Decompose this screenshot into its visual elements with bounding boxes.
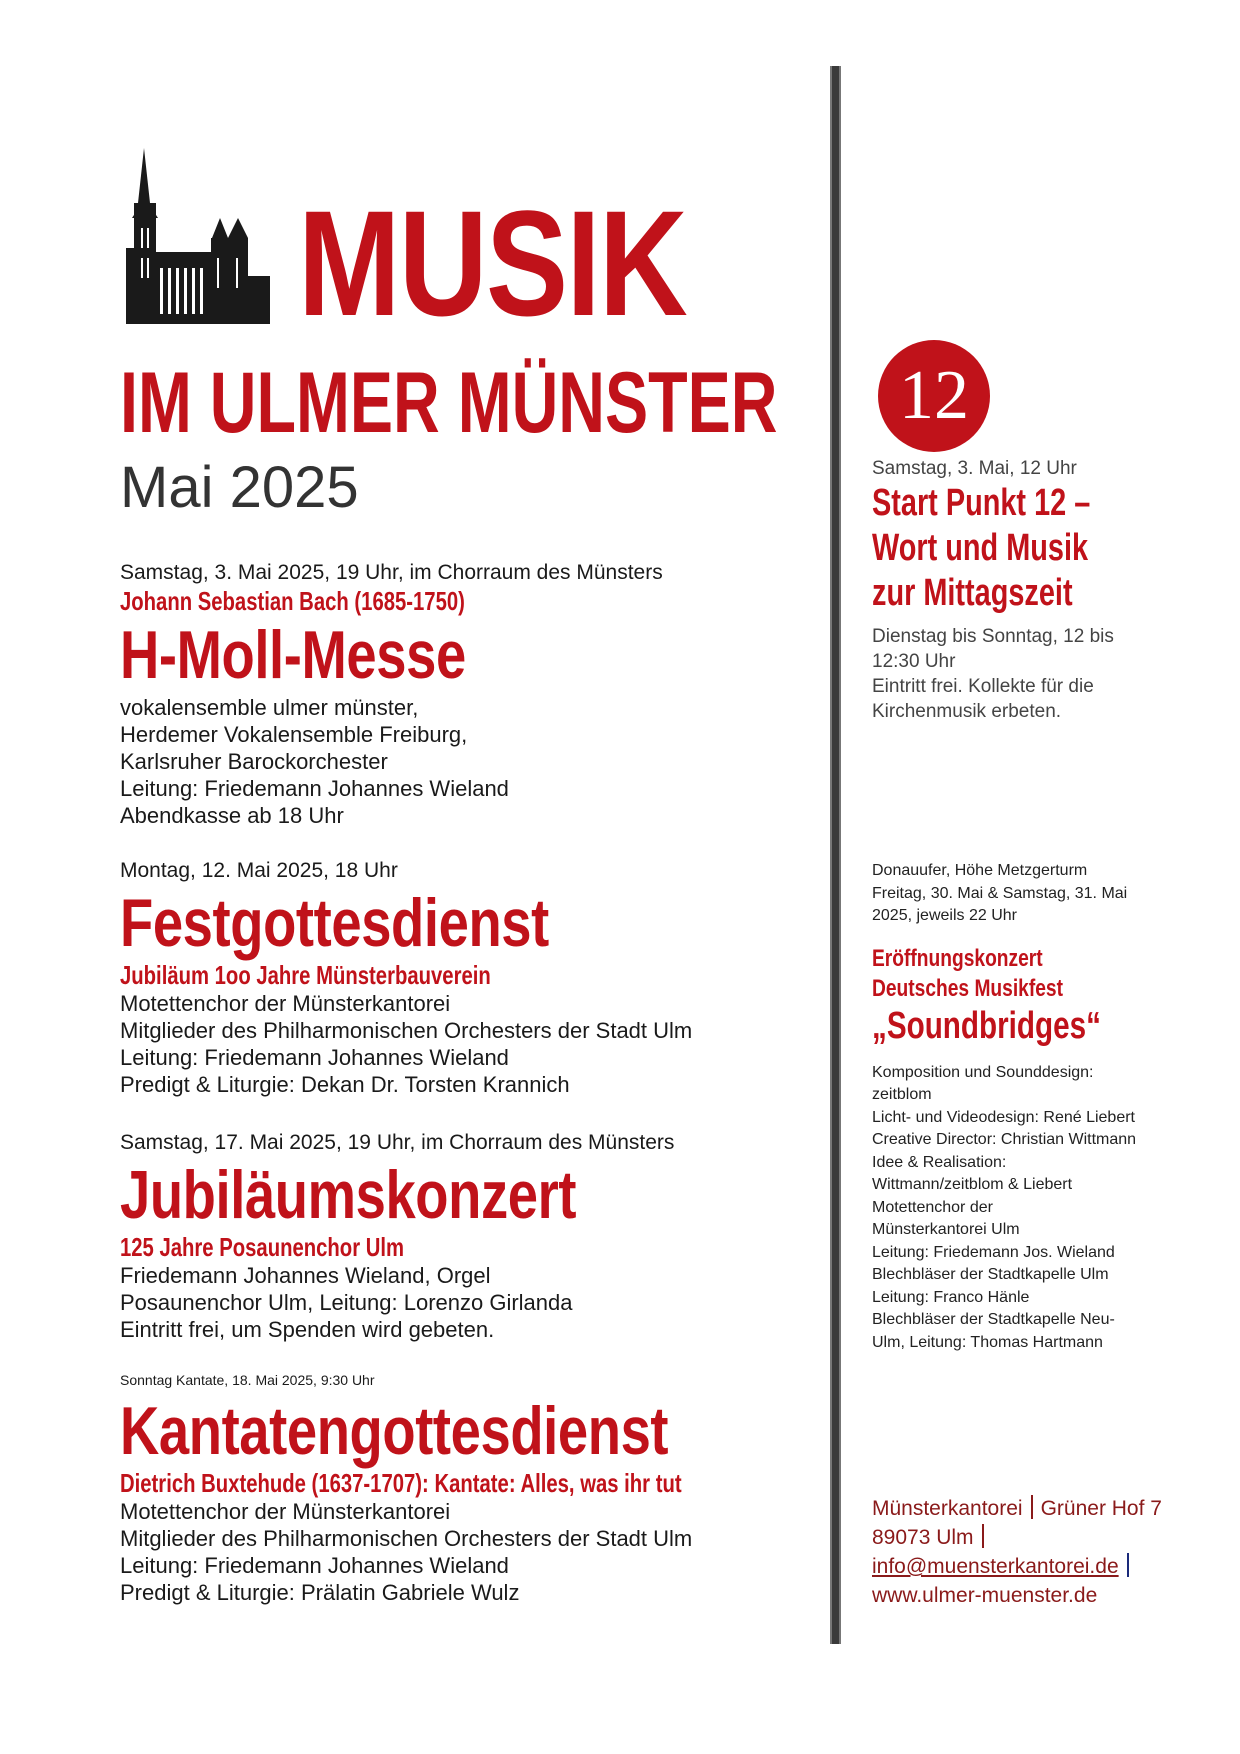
column-divider bbox=[830, 66, 841, 1644]
event-subtitle: 125 Jahre Posaunenchor Ulm bbox=[120, 1232, 405, 1262]
event-line: Predigt & Liturgie: Prälatin Gabriele Wulz bbox=[120, 1580, 520, 1605]
soundbridges-block bbox=[872, 860, 1162, 1354]
startpunkt-line: Kirchenmusik erbeten. bbox=[872, 701, 1062, 722]
soundbridges-line: Blechbläser der Stadtkapelle Ulm bbox=[872, 1266, 1109, 1283]
page-subtitle: IM ULMER MÜNSTER bbox=[120, 355, 778, 451]
event-card bbox=[120, 1370, 810, 1606]
event-line: Motettenchor der Münsterkantorei bbox=[120, 1499, 451, 1524]
event-composer: Johann Sebastian Bach (1685-1750) bbox=[120, 586, 465, 616]
event-date: Sonntag Kantate, 18. Mai 2025, 9:30 Uhr bbox=[120, 1372, 375, 1388]
soundbridges-line: Blechbläser der Stadtkapelle Neu- bbox=[872, 1311, 1115, 1328]
event-card bbox=[120, 858, 810, 1098]
event-line: Leitung: Friedemann Johannes Wieland bbox=[120, 1553, 509, 1578]
soundbridges-title: „Soundbridges“ bbox=[872, 1004, 1101, 1047]
soundbridges-place: Donauufer, Höhe Metzgerturm bbox=[872, 862, 1088, 879]
startpunkt-title: Start Punkt 12 – bbox=[872, 482, 1091, 524]
startpunkt-title: zur Mittagszeit bbox=[872, 572, 1073, 614]
event-card bbox=[120, 1130, 810, 1343]
soundbridges-place: Freitag, 30. Mai & Samstag, 31. Mai bbox=[872, 884, 1128, 902]
soundbridges-place: 2025, jeweils 22 Uhr bbox=[872, 907, 1017, 924]
soundbridges-line: Leitung: Franco Hänle bbox=[872, 1288, 1030, 1306]
event-title: Kantatengottesdienst bbox=[120, 1393, 669, 1469]
event-line: Friedemann Johannes Wieland, Orgel bbox=[120, 1263, 491, 1288]
event-line: Karlsruher Barockorchester bbox=[120, 749, 388, 774]
footer-city: 89073 Ulm bbox=[872, 1526, 974, 1549]
soundbridges-line: Creative Director: Christian Wittmann bbox=[872, 1131, 1137, 1148]
event-title: H-Moll-Messe bbox=[120, 617, 466, 693]
soundbridges-line: Motettenchor der bbox=[872, 1198, 993, 1216]
soundbridges-line: Münsterkantorei Ulm bbox=[872, 1221, 1020, 1238]
footer-email-link[interactable]: info@muensterkantorei.de bbox=[872, 1555, 1119, 1578]
event-line: vokalensemble ulmer münster, bbox=[120, 695, 419, 720]
event-line: Herdemer Vokalensemble Freiburg, bbox=[120, 722, 468, 747]
soundbridges-line: Idee & Realisation: bbox=[872, 1153, 1007, 1171]
startpunkt-line: 12:30 Uhr bbox=[872, 651, 956, 672]
event-line: Mitglieder des Philharmonischen Orchesters der Stadt Ulm bbox=[120, 1018, 693, 1043]
startpunkt-block bbox=[872, 456, 1162, 724]
event-date: Samstag, 3. Mai 2025, 19 Uhr, im Chorraum des Münsters bbox=[120, 561, 663, 584]
footer-org: Münsterkantorei bbox=[872, 1497, 1023, 1520]
soundbridges-line: Leitung: Friedemann Jos. Wieland bbox=[872, 1243, 1115, 1261]
soundbridges-line: Komposition und Sounddesign: bbox=[872, 1063, 1094, 1081]
event-line: Posaunenchor Ulm, Leitung: Lorenzo Girlanda bbox=[120, 1290, 573, 1315]
soundbridges-line: Licht- und Videodesign: René Liebert bbox=[872, 1108, 1135, 1126]
soundbridges-line: Ulm, Leitung: Thomas Hartmann bbox=[872, 1333, 1103, 1351]
footer-separator bbox=[1127, 1553, 1129, 1577]
event-line: Abendkasse ab 18 Uhr bbox=[120, 803, 344, 828]
footer-web-link[interactable]: www.ulmer-muenster.de bbox=[872, 1584, 1098, 1607]
event-subtitle: Dietrich Buxtehude (1637-1707): Kantate: Alles, was ihr tut bbox=[120, 1468, 682, 1498]
event-date: Samstag, 17. Mai 2025, 19 Uhr, im Chorraum des Münsters bbox=[120, 1131, 675, 1154]
contact-footer bbox=[872, 1494, 1172, 1610]
event-title: Jubiläumskonzert bbox=[120, 1157, 577, 1233]
event-line: Leitung: Friedemann Johannes Wieland bbox=[120, 1045, 509, 1070]
startpunkt-badge: 12 bbox=[878, 340, 990, 452]
footer-address: Grüner Hof 7 bbox=[1040, 1497, 1162, 1520]
startpunkt-line: Dienstag bis Sonntag, 12 bis bbox=[872, 626, 1114, 647]
page-title: MUSIK bbox=[298, 179, 687, 347]
event-line: Leitung: Friedemann Johannes Wieland bbox=[120, 776, 509, 801]
startpunkt-line: Eintritt frei. Kollekte für die bbox=[872, 676, 1094, 697]
cathedral-icon bbox=[124, 148, 274, 324]
event-title: Festgottesdienst bbox=[120, 885, 549, 961]
soundbridges-heading: Eröffnungskonzert bbox=[872, 944, 1043, 972]
event-subtitle: Jubiläum 1oo Jahre Münsterbauverein bbox=[120, 960, 491, 990]
event-line: Mitglieder des Philharmonischen Orchesters der Stadt Ulm bbox=[120, 1526, 693, 1551]
event-line: Eintritt frei, um Spenden wird gebeten. bbox=[120, 1317, 495, 1342]
event-card bbox=[120, 560, 810, 829]
event-line: Predigt & Liturgie: Dekan Dr. Torsten Krannich bbox=[120, 1072, 570, 1097]
soundbridges-line: Wittmann/zeitblom & Liebert bbox=[872, 1176, 1073, 1193]
startpunkt-date: Samstag, 3. Mai, 12 Uhr bbox=[872, 458, 1077, 479]
month-label: Mai 2025 bbox=[120, 455, 359, 520]
footer-separator bbox=[982, 1524, 984, 1548]
event-line: Motettenchor der Münsterkantorei bbox=[120, 991, 451, 1016]
soundbridges-heading: Deutsches Musikfest bbox=[872, 974, 1063, 1002]
footer-separator bbox=[1031, 1495, 1033, 1519]
soundbridges-line: zeitblom bbox=[872, 1086, 932, 1103]
startpunkt-title: Wort und Musik bbox=[872, 527, 1089, 569]
event-date: Montag, 12. Mai 2025, 18 Uhr bbox=[120, 859, 398, 882]
